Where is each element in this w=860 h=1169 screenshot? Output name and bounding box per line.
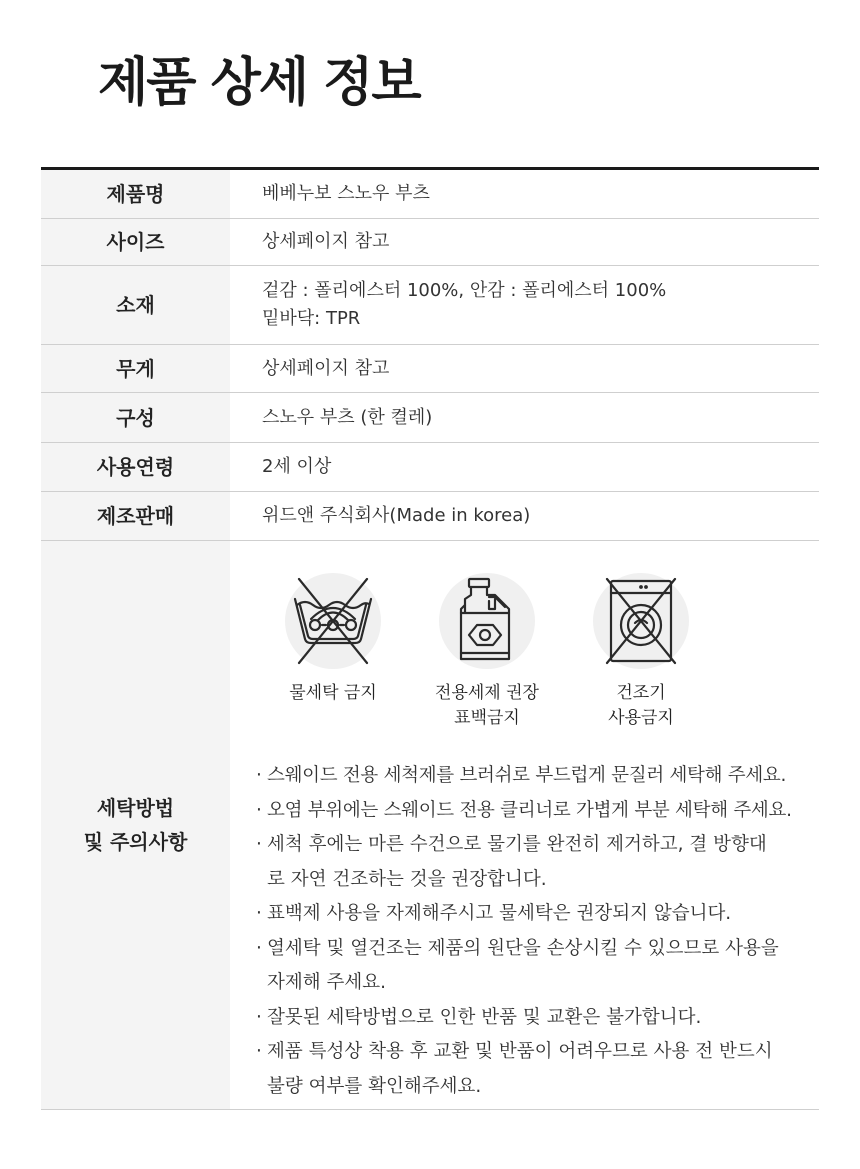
row-label: 제품명: [41, 170, 230, 218]
icon-label: 물세탁 금지: [289, 683, 377, 703]
table-row: [41, 443, 819, 492]
table-row: [41, 266, 819, 345]
value-line: 2세 이상: [262, 456, 332, 477]
value-line: 상세페이지 참고: [262, 357, 390, 379]
icon-label: 건조기 사용금지: [608, 683, 674, 728]
product-info-table: [41, 167, 819, 1110]
list-item: · 세척 후에는 마른 수건으로 물기를 완전히 제거하고, 결 방향대로 자연 건조하는 것을 권장합니다.: [256, 828, 776, 897]
table-row: [41, 170, 819, 219]
row-label: 사용연령: [41, 443, 230, 491]
table-row: [41, 345, 819, 393]
row-value: [230, 393, 819, 442]
detergent-bottle-icon: [439, 573, 535, 669]
value-line: 베베누보 스노우 부츠: [262, 183, 430, 204]
care-icon-item: [256, 573, 410, 731]
care-notes: [256, 759, 819, 1104]
row-label: 사이즈: [41, 219, 230, 265]
row-label: 무게: [41, 345, 230, 392]
care-icon-item: [564, 573, 718, 731]
care-content: [230, 541, 819, 1109]
care-label-line: 및 주의사항: [83, 830, 188, 854]
row-label: 제조판매: [41, 492, 230, 540]
list-item: · 제품 특성상 착용 후 교환 및 반품이 어려우므로 사용 전 반드시 불량 여부를 확인해주세요.: [256, 1035, 796, 1104]
table-row: [41, 219, 819, 266]
value-line: 상세페이지 참고: [262, 231, 390, 252]
list-item: · 잘못된 세탁방법으로 인한 반품 및 교환은 불가합니다.: [256, 1001, 819, 1036]
care-icons: [256, 573, 819, 731]
row-label: 구성: [41, 393, 230, 442]
value-line: 스노우 부츠 (한 켤레): [262, 406, 433, 428]
list-item: · 스웨이드 전용 세척제를 브러쉬로 부드럽게 문질러 세탁해 주세요.: [256, 759, 819, 794]
care-label-line: 세탁방법: [96, 796, 175, 820]
value-line: 밑바닥: TPR: [262, 308, 361, 329]
care-icon-item: [410, 573, 564, 731]
value-line: 겉감 : 폴리에스터 100%, 안감 : 폴리에스터 100%: [262, 280, 667, 301]
page-title: 제품 상세 정보: [98, 53, 420, 113]
no-water-wash-icon: [285, 573, 381, 669]
row-label: 소재: [41, 266, 230, 344]
row-label: [41, 541, 230, 1109]
list-item: · 표백제 사용을 자제해주시고 물세탁은 권장되지 않습니다.: [256, 897, 819, 932]
row-value: [230, 492, 819, 540]
row-value: [230, 266, 819, 344]
table-row-care: [41, 541, 819, 1109]
list-item: · 열세탁 및 열건조는 제품의 원단을 손상시킬 수 있으므로 사용을 자제해 주세요.: [256, 932, 801, 1001]
row-value: [230, 219, 819, 265]
table-row: [41, 393, 819, 443]
table-row: [41, 492, 819, 541]
row-value: [230, 345, 819, 392]
row-value: [230, 170, 819, 218]
value-line: 위드앤 주식회사(Made in korea): [262, 505, 531, 526]
icon-label: 전용세제 권장 표백금지: [435, 683, 539, 728]
row-value: [230, 443, 819, 491]
list-item: · 오염 부위에는 스웨이드 전용 클리너로 가볍게 부분 세탁해 주세요.: [256, 794, 819, 829]
no-dryer-icon: [593, 573, 689, 669]
